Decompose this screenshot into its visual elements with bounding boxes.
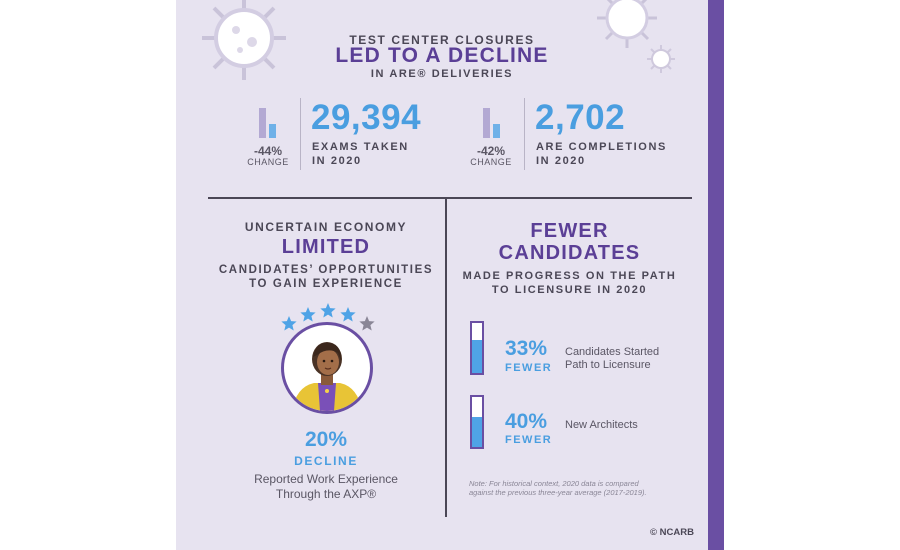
stat-divider [300, 98, 301, 170]
stat-label: ARE COMPLETIONS [536, 141, 667, 153]
star-icon [340, 307, 355, 321]
bar-chart-icon [482, 106, 502, 138]
bar-chart-icon [258, 106, 278, 138]
right-subline: TO LICENSURE IN 2020 [491, 284, 648, 296]
header-kicker: TEST CENTER CLOSURES [349, 33, 535, 47]
stat-value: 29,394 [311, 98, 422, 137]
level-gauge [470, 321, 484, 375]
stat-value: 2,702 [535, 98, 626, 137]
stat-change: -44% [253, 144, 282, 158]
left-headline: LIMITED [281, 236, 371, 258]
left-subline: TO GAIN EXPERIENCE [249, 278, 403, 290]
left-percent: 20% [304, 428, 348, 451]
header-headline: LED TO A DECLINE [335, 44, 549, 67]
left-subline: CANDIDATES’ OPPORTUNITIES [218, 264, 434, 276]
left-caption: Reported Work Experience [254, 472, 398, 486]
stat-change-label: CHANGE [470, 157, 512, 167]
item-word: FEWER [505, 362, 553, 374]
person-icon [284, 325, 370, 411]
right-subline: MADE PROGRESS ON THE PATH [462, 270, 677, 282]
copyright: © NCARB [650, 527, 694, 538]
note: against the previous three-year average (2017-2019). [469, 488, 647, 497]
item-label: Candidates Started [565, 346, 660, 358]
star-icon [300, 307, 315, 321]
header-subline: IN ARE® DELIVERIES [370, 68, 514, 80]
section-divider [208, 197, 692, 199]
stat-change: -42% [476, 144, 505, 158]
stat-label: IN 2020 [536, 155, 586, 167]
star-icon [281, 316, 296, 330]
stat-label: IN 2020 [312, 155, 362, 167]
right-headline: CANDIDATES [498, 242, 641, 264]
stat-label: EXAMS TAKEN [312, 141, 409, 153]
left-percent-word: DECLINE [294, 454, 358, 468]
accent-stripe [708, 0, 724, 550]
left-caption: Through the AXP® [275, 487, 377, 501]
note: Note: For historical context, 2020 data is compared [469, 479, 639, 488]
level-gauge [470, 395, 484, 449]
left-kicker: UNCERTAIN ECONOMY [244, 220, 408, 234]
level-gauge-fill [472, 417, 482, 447]
stat-divider [524, 98, 525, 170]
avatar [281, 322, 373, 414]
item-label: New Architects [565, 419, 638, 431]
item-percent: 40% [505, 410, 548, 433]
stat-change-label: CHANGE [247, 157, 289, 167]
item-word: FEWER [505, 434, 553, 446]
star-icon [320, 303, 335, 317]
item-label: Path to Licensure [565, 359, 651, 371]
level-gauge-fill [472, 340, 482, 374]
star-icon [359, 316, 374, 330]
item-percent: 33% [505, 337, 548, 360]
right-headline: FEWER [530, 220, 609, 242]
